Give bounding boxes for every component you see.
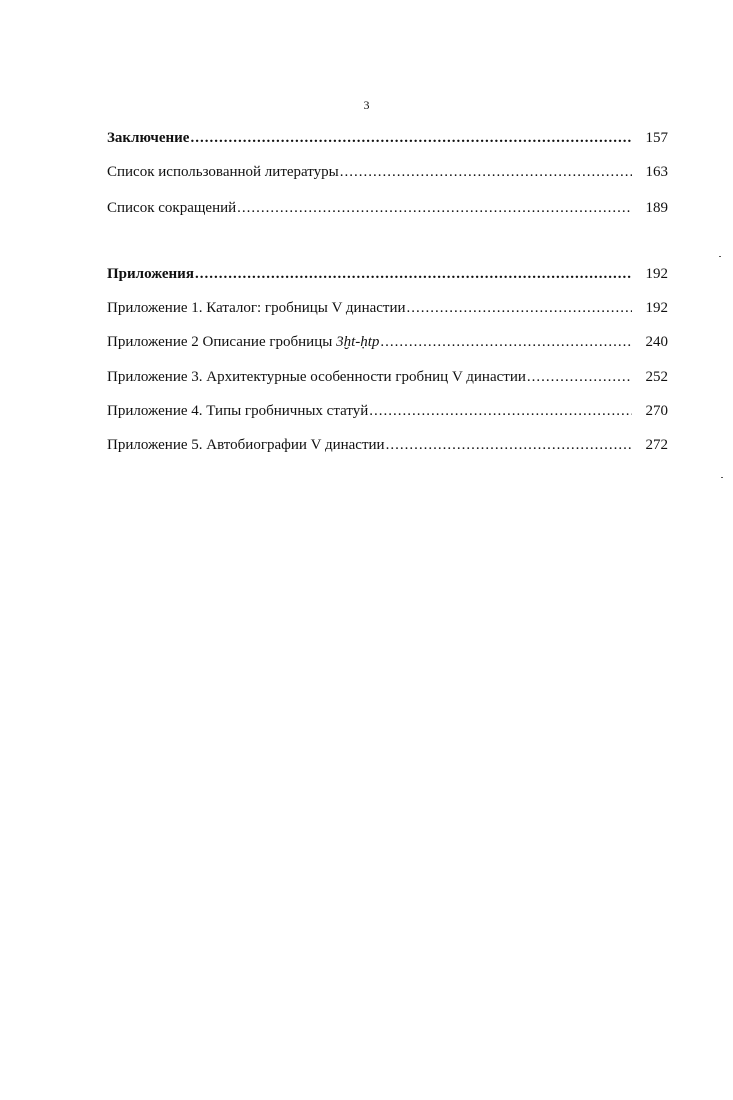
toc-entry-appendix-5[interactable]: [107, 435, 668, 455]
toc-entry-label: Список использованной литературы: [107, 164, 339, 180]
toc-entry-page: 252: [645, 369, 668, 385]
toc-entry-page: 272: [645, 437, 668, 453]
toc-leader-dots: [340, 162, 632, 182]
toc-entry-page: 192: [645, 266, 668, 282]
scan-speck: [719, 256, 721, 257]
toc-entry-appendix-2[interactable]: [107, 332, 668, 352]
page-number: 3: [363, 98, 370, 112]
toc-leader-dots: [380, 332, 632, 352]
toc-entry-label: Приложение 1. Каталог: гробницы V династии: [107, 300, 406, 316]
toc-entry-label: [107, 332, 379, 352]
toc-entry-conclusion[interactable]: [107, 128, 668, 148]
toc-leader-dots: [195, 264, 632, 284]
toc-entry-page: 163: [645, 164, 668, 180]
toc-entry-label: Приложение 4. Типы гробничных статуй: [107, 403, 369, 419]
toc-entry-bibliography[interactable]: [107, 162, 668, 182]
toc-leader-dots: [237, 198, 632, 218]
toc-entry-label: Заключение: [107, 130, 190, 146]
toc-entry-page: 157: [645, 130, 668, 146]
toc-leader-dots: [190, 128, 632, 148]
toc-entry-appendices[interactable]: [107, 264, 668, 284]
toc-entry-label-prefix: Приложение 2 Описание гробницы: [107, 334, 337, 350]
toc-leader-dots: [369, 401, 632, 421]
toc-leader-dots: [386, 435, 632, 455]
toc-entry-page: 192: [645, 300, 668, 316]
toc-entry-abbreviations[interactable]: [107, 198, 668, 218]
toc-entry-page: 270: [645, 403, 668, 419]
toc-leader-dots: [407, 298, 632, 318]
toc-leader-dots: [527, 367, 632, 387]
scan-speck: [721, 477, 723, 478]
toc-entry-label: Список сокращений: [107, 200, 237, 216]
toc-entry-label: Приложение 5. Автобиографии V династии: [107, 437, 385, 453]
tomb-owner-name: 3ḫt-ḥtp: [336, 334, 380, 350]
toc-entry-appendix-1[interactable]: [107, 298, 668, 318]
toc-entry-page: 240: [645, 334, 668, 350]
toc-entry-label: Приложения: [107, 266, 194, 282]
toc-entry-label: Приложение 3. Архитектурные особенности гробниц V династии: [107, 369, 526, 385]
toc-entry-appendix-3[interactable]: [107, 367, 668, 387]
toc-entry-page: 189: [645, 200, 668, 216]
toc-entry-appendix-4[interactable]: [107, 401, 668, 421]
